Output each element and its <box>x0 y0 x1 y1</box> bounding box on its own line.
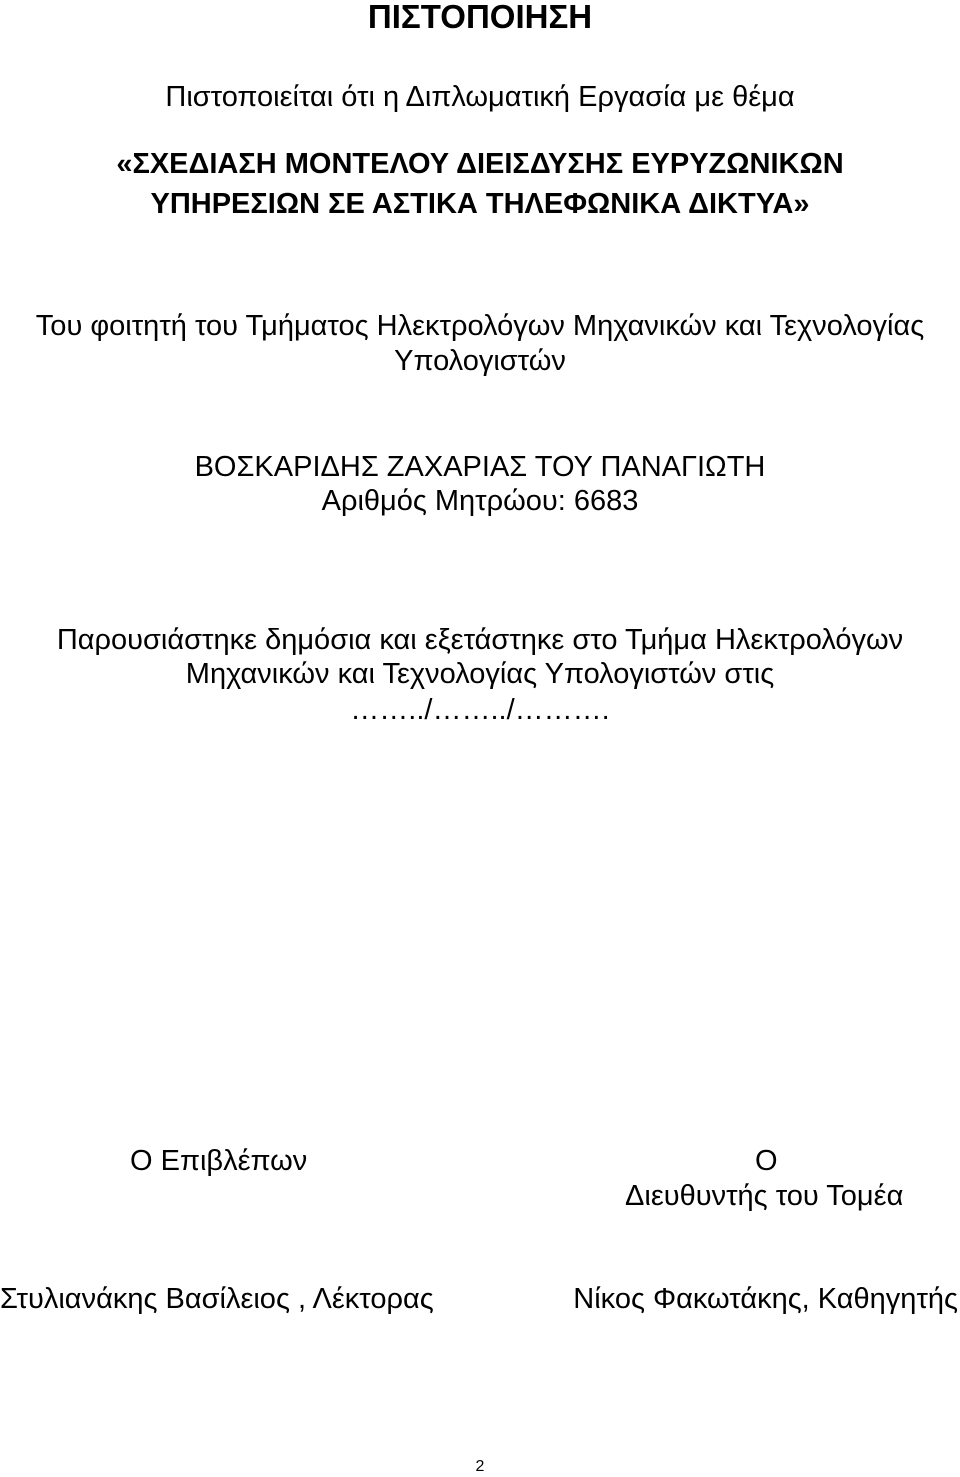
registration-number: Αριθμός Μητρώου: 6683 <box>321 485 639 517</box>
page-number: 2 <box>475 1458 485 1475</box>
director-name: Νίκος Φακωτάκης, Καθηγητής <box>573 1283 958 1315</box>
page-title: ΠΙΣΤΟΠΟΙΗΣΗ <box>367 0 593 35</box>
supervisor-role: Ο Επιβλέπων <box>130 1145 308 1177</box>
thesis-title-line-2: ΥΠΗΡΕΣΙΩΝ ΣΕ ΑΣΤΙΚΑ ΤΗΛΕΦΩΝΙΚΑ ΔΙΚΤΥΑ» <box>150 188 810 220</box>
student-department-line-2: Υπολογιστών <box>394 345 566 377</box>
presentation-line-1: Παρουσιάστηκε δημόσια και εξετάστηκε στο Τμήμα Ηλεκτρολόγων <box>56 624 904 656</box>
date-placeholder: ……../……../………. <box>350 694 610 726</box>
supervisor-name: Στυλιανάκης Βασίλειος , Λέκτορας <box>0 1283 434 1315</box>
thesis-title-line-1: «ΣΧΕΔΙΑΣΗ ΜΟΝΤΕΛΟΥ ΔΙΕΙΣΔΥΣΗΣ ΕΥΡΥΖΩΝΙΚΩΝ <box>116 148 844 180</box>
intro-text: Πιστοποιείται ότι η Διπλωματική Εργασία με θέμα <box>165 81 795 113</box>
presentation-line-2: Μηχανικών και Τεχνολογίας Υπολογιστών στις <box>185 658 775 690</box>
student-department-line-1: Του φοιτητή του Τμήματος Ηλεκτρολόγων Μηχανικών και Τεχνολογίας <box>35 310 925 342</box>
director-role-line-2: Διευθυντής του Τομέα <box>625 1180 904 1212</box>
director-role-line-1: Ο <box>755 1145 778 1177</box>
student-name: ΒΟΣΚΑΡΙΔΗΣ ΖΑΧΑΡΙΑΣ ΤΟΥ ΠΑΝΑΓΙΩΤΗ <box>194 451 766 483</box>
